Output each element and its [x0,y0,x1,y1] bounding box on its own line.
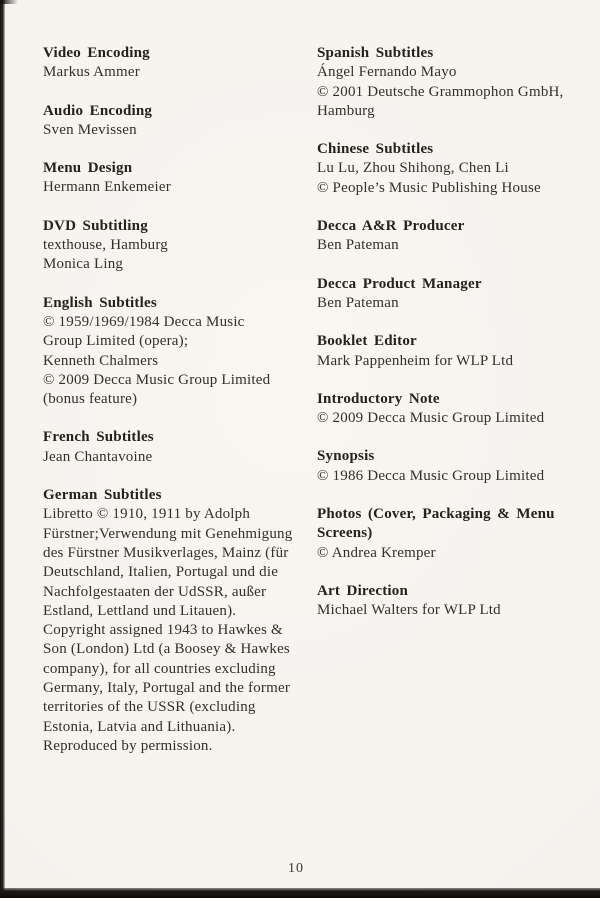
page-number: 10 [288,861,304,876]
credit-section-menu-design [43,159,309,198]
credit-section-audio-encoding [43,102,309,141]
credit-heading: Art Direction [317,582,409,599]
credit-section-spanish-subtitles [317,44,573,121]
credit-body: Mark Pappenheim for WLP Ltd [317,352,514,369]
credit-heading: English Subtitles [43,294,157,311]
credits-column-right [317,44,573,640]
scan-edge-bottom [0,888,600,898]
credit-heading: Booklet Editor [317,333,417,350]
credit-section-chinese-subtitles [317,140,573,198]
credit-body: Michael Walters for WLP Ltd [317,602,501,619]
credit-heading: Introductory Note [317,390,440,407]
credit-body: © Andrea Kremper [317,544,436,561]
credit-section-dvd-subtitling [43,217,309,275]
credit-body: texthouse, Hamburg Monica Ling [43,237,168,273]
credit-body: Libretto © 1910, 1911 by Adolph Fürstner;Verwendung mit Genehmigung des Fürstner Musikverlages, Mainz (für Deutschland, Italien, Portugal und die Nachfolgestaaten der UdSSR, außer Estland, Lettland und Litauen). Copyright assigned 1943 to Hawkes & Son (London) Ltd (a Boosey & Hawkes company), for all countries excluding Germany, Italy, Portugal and the former territories of the USSR (excluding Estonia, Latvia and Lithuania). Reproduced by permission. [43,506,293,754]
credit-heading: French Subtitles [43,429,154,446]
credit-section-photos [317,505,573,563]
credit-body: Ben Pateman [317,294,399,311]
credit-section-video-encoding [43,44,309,83]
credit-body: Ben Pateman [317,237,399,254]
credit-section-german-subtitles [43,486,309,756]
credit-body: © 1959/1969/1984 Decca Music Group Limited (opera); Kenneth Chalmers © 2009 Decca Music Group Limited (bonus feature) [43,313,271,408]
credit-section-french-subtitles [43,428,309,467]
credit-heading: Synopsis [317,448,375,465]
credit-heading: Chinese Subtitles [317,141,434,158]
credit-section-synopsis [317,447,573,486]
credit-body: Sven Mevissen [43,121,137,138]
credit-body: Ángel Fernando Mayo © 2001 Deutsche Grammophon GmbH, Hamburg [317,64,564,119]
scan-edge-left [0,0,5,898]
credit-heading: Decca A&R Producer [317,218,465,235]
credit-section-art-direction [317,582,573,621]
credit-section-decca-ar-producer [317,217,573,256]
credit-heading: Photos (Cover, Packaging & Menu Screens) [317,506,555,542]
credit-heading: Audio Encoding [43,102,153,119]
credit-heading: Menu Design [43,160,133,177]
credit-section-decca-product-manager [317,275,573,314]
credit-body: © 1986 Decca Music Group Limited [317,467,545,484]
credit-body: © 2009 Decca Music Group Limited [317,410,545,427]
credit-section-booklet-editor [317,332,573,371]
credit-section-introductory-note [317,390,573,429]
credit-body: Markus Ammer [43,64,140,81]
credit-body: Jean Chantavoine [43,448,153,465]
credit-heading: DVD Subtitling [43,217,148,234]
credits-column-left [43,44,309,775]
credit-heading: Spanish Subtitles [317,45,434,61]
credit-section-english-subtitles [43,294,309,410]
credit-heading: Video Encoding [43,45,150,61]
credit-heading: German Subtitles [43,487,162,504]
credit-body: Lu Lu, Zhou Shihong, Chen Li © People’s Music Publishing House [317,160,541,196]
credit-heading: Decca Product Manager [317,275,482,292]
credit-body: Hermann Enkemeier [43,179,171,196]
